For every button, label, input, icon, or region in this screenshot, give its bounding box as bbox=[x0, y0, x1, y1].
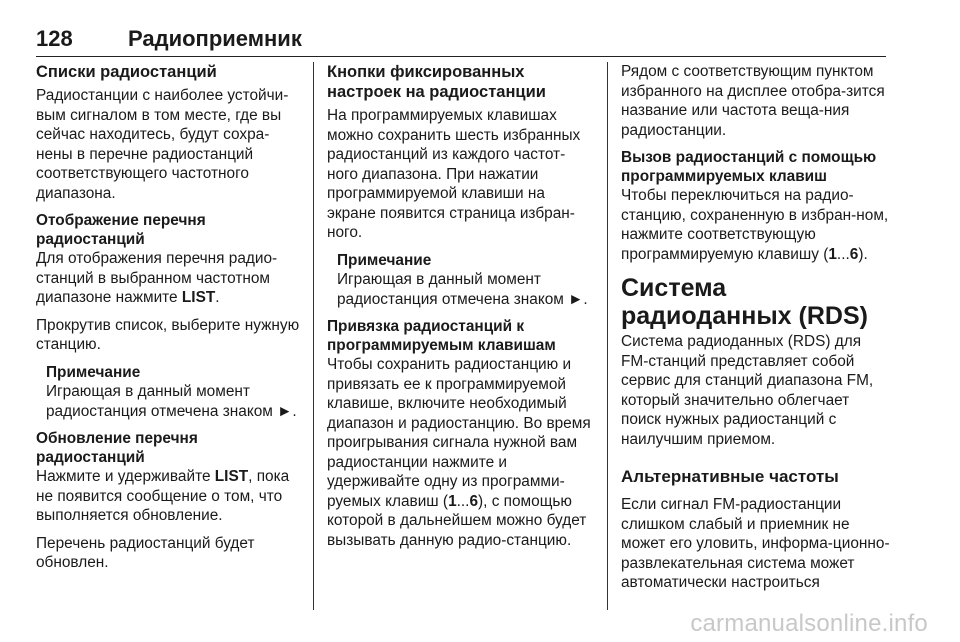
paragraph-updated: Перечень радиостанций будет обновлен. bbox=[36, 534, 255, 571]
key-number: 1 bbox=[828, 245, 837, 263]
list-key-label: LIST bbox=[181, 289, 216, 306]
note-title: Примечание bbox=[337, 251, 432, 269]
heading-display-list: Отображение перечня радиостанций bbox=[36, 212, 206, 248]
heading-call-stations: Вызов радиостанций с помощью программируемых клавиш bbox=[621, 149, 877, 185]
paragraph-bind-stations bbox=[327, 355, 595, 550]
key-number: 1 bbox=[448, 492, 457, 510]
text: Для отображения перечня радио-станций в выбранном частотном диапазоне нажмите bbox=[36, 250, 278, 306]
text: . bbox=[215, 289, 220, 306]
note-title: Примечание bbox=[46, 363, 141, 381]
column-2 bbox=[327, 62, 595, 558]
heading-station-lists: Списки радиостанций bbox=[36, 63, 217, 81]
paragraph-update-list bbox=[36, 467, 301, 526]
heading-preset-buttons: Кнопки фиксированных настроек на радиостанции bbox=[327, 63, 546, 101]
column-3 bbox=[621, 62, 891, 601]
list-key-label: LIST bbox=[214, 468, 249, 485]
text: Чтобы переключиться на радио-станцию, сохраненную в избран-ном, нажмите соответствующую программируемую клавишу ( bbox=[621, 187, 889, 263]
paragraph-favorites-display: Рядом с соответствующим пунктом избранного на дисплее отобра-зится название или частота веща-ния радиостанции. bbox=[621, 63, 885, 139]
paragraph-display-list bbox=[36, 249, 301, 308]
paragraph-preset-buttons: На программируемых клавишах можно сохранить шесть избранных радиостанций из каждого частот-ного диапазона. При нажатии программируемой клавиши на экране появится страница избран-ного. bbox=[327, 107, 581, 241]
page-number: 128 bbox=[36, 26, 73, 51]
paragraph-scroll: Прокрутив список, выберите нужную станцию. bbox=[36, 316, 300, 353]
note-block bbox=[337, 251, 595, 310]
column-divider bbox=[607, 62, 608, 610]
column-divider bbox=[313, 62, 314, 610]
text: ... bbox=[836, 245, 850, 263]
note-block bbox=[46, 363, 301, 422]
paragraph-station-lists: Радиостанции с наиболее устойчи-вым сигналом в том месте, где вы сейчас находитесь, будут сохра-нены в перечне радиостанций соответствующего частотного диапазона. bbox=[36, 87, 289, 202]
watermark: carmanualsonline.info bbox=[690, 610, 928, 637]
heading-alternative-frequencies: Альтернативные частоты bbox=[621, 467, 839, 486]
text: ... bbox=[456, 492, 470, 510]
text: ). bbox=[858, 245, 868, 263]
chapter-title: Радиоприемник bbox=[128, 26, 302, 51]
heading-rds: Система радиоданных (RDS) bbox=[621, 274, 868, 330]
note-text: Играющая в данный момент радиостанция отмечена знаком ►. bbox=[46, 383, 297, 420]
column-1 bbox=[36, 62, 301, 581]
key-number: 6 bbox=[849, 245, 859, 263]
text: Нажмите и удерживайте bbox=[36, 468, 215, 485]
paragraph-call-stations bbox=[621, 186, 891, 264]
paragraph-alternative-frequencies: Если сигнал FM-радиостанции слишком слабый и приемник не может его уловить, информа-ционно-развлекательная система может автоматически настроиться bbox=[621, 496, 890, 591]
text: ), с помощью которой в дальнейшем можно будет вызывать данную радио-станцию. bbox=[327, 492, 587, 549]
heading-update-list: Обновление перечня радиостанций bbox=[36, 430, 198, 466]
paragraph-rds: Система радиоданных (RDS) для FM-станций представляет собой сервис для станций диапазона FM, который значительно облегчает поиск нужных радиостанций с наилучшим приемом. bbox=[621, 333, 874, 448]
text: Чтобы сохранить радиостанцию и привязать ее к программируемой клавише, включите необходимый диапазон и радиостанцию. Во время проигрывания сигнала нужной вам радиостанции нажмите и удерживайте одну из программи-руемых клавиш ( bbox=[327, 356, 591, 510]
heading-bind-stations: Привязка радиостанций к программируемым клавишам bbox=[327, 318, 556, 354]
text: , пока не появится сообщение о том, что выполняется обновление. bbox=[36, 468, 290, 524]
note-text: Играющая в данный момент радиостанция отмечена знаком ►. bbox=[337, 271, 588, 308]
page-header bbox=[36, 26, 886, 57]
key-number: 6 bbox=[469, 492, 479, 510]
